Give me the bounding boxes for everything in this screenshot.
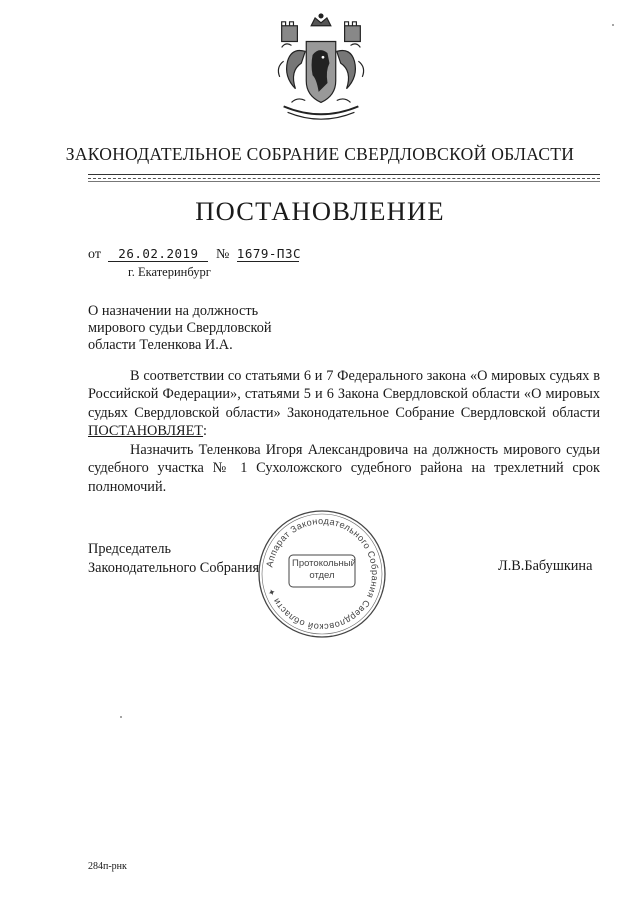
city-line: г. Екатеринбург: [128, 265, 211, 279]
number-prefix: №: [215, 247, 230, 262]
document-number: 1679-ПЗС: [236, 246, 302, 261]
signatory-name: Л.В.Бабушкина: [498, 558, 593, 574]
scan-speck: [612, 24, 614, 26]
stamp-center-label: [292, 558, 356, 582]
date-prefix: от: [88, 247, 101, 262]
stamp-ring-text: Аппарат Законодательного Собрания Свердловской области ✦: [264, 515, 381, 633]
organization-title: ЗАКОНОДАТЕЛЬНОЕ СОБРАНИЕ СВЕРДЛОВСКОЙ ОБЛАСТИ: [65, 144, 575, 164]
document-type-title: ПОСТАНОВЛЕНИЕ: [195, 196, 445, 226]
subject-line: О назначении на должность: [88, 303, 259, 319]
resolution-paragraph: Назначить Теленкова Игоря Александровича на должность мирового судьи судебного участка № 1 Сухоложского судебного района на трехлетний срок полномочий.: [88, 442, 600, 495]
preamble-paragraph: [88, 367, 600, 440]
document-date: 26.02.2019: [108, 246, 208, 262]
subject-line: области Теленкова И.А.: [88, 337, 233, 353]
date-number-line: [88, 246, 302, 263]
resolves-keyword: ПОСТАНОВЛЯЕТ: [88, 422, 204, 439]
footer-code: 284п-рнк: [88, 861, 127, 872]
header-divider: [88, 174, 600, 175]
header-divider-thin: [88, 181, 600, 182]
coat-of-arms-emblem: [262, 12, 380, 130]
subject-line: мирового судьи Свердловской: [88, 320, 272, 336]
stamp-center-line: отдел: [309, 570, 335, 581]
header-divider-dashed: [88, 178, 600, 179]
subject-block: [88, 303, 272, 354]
signatory-position: [88, 540, 259, 577]
signatory-position-line: Председатель: [88, 541, 172, 557]
signatory-position-line: Законодательного Собрания: [88, 559, 260, 576]
scan-speck: [120, 716, 122, 718]
preamble-text: В соответствии со статьями 6 и 7 Федерального закона «О мировых судьях в Российской Федерации», статьями 5 и 6 Закона Свердловской области «О мировых судьях Свердловской области» Законодательное Собрание Свердловской области: [88, 368, 600, 421]
preamble-tail: :: [203, 422, 208, 439]
stamp-center-line: Протокольный: [292, 558, 356, 569]
